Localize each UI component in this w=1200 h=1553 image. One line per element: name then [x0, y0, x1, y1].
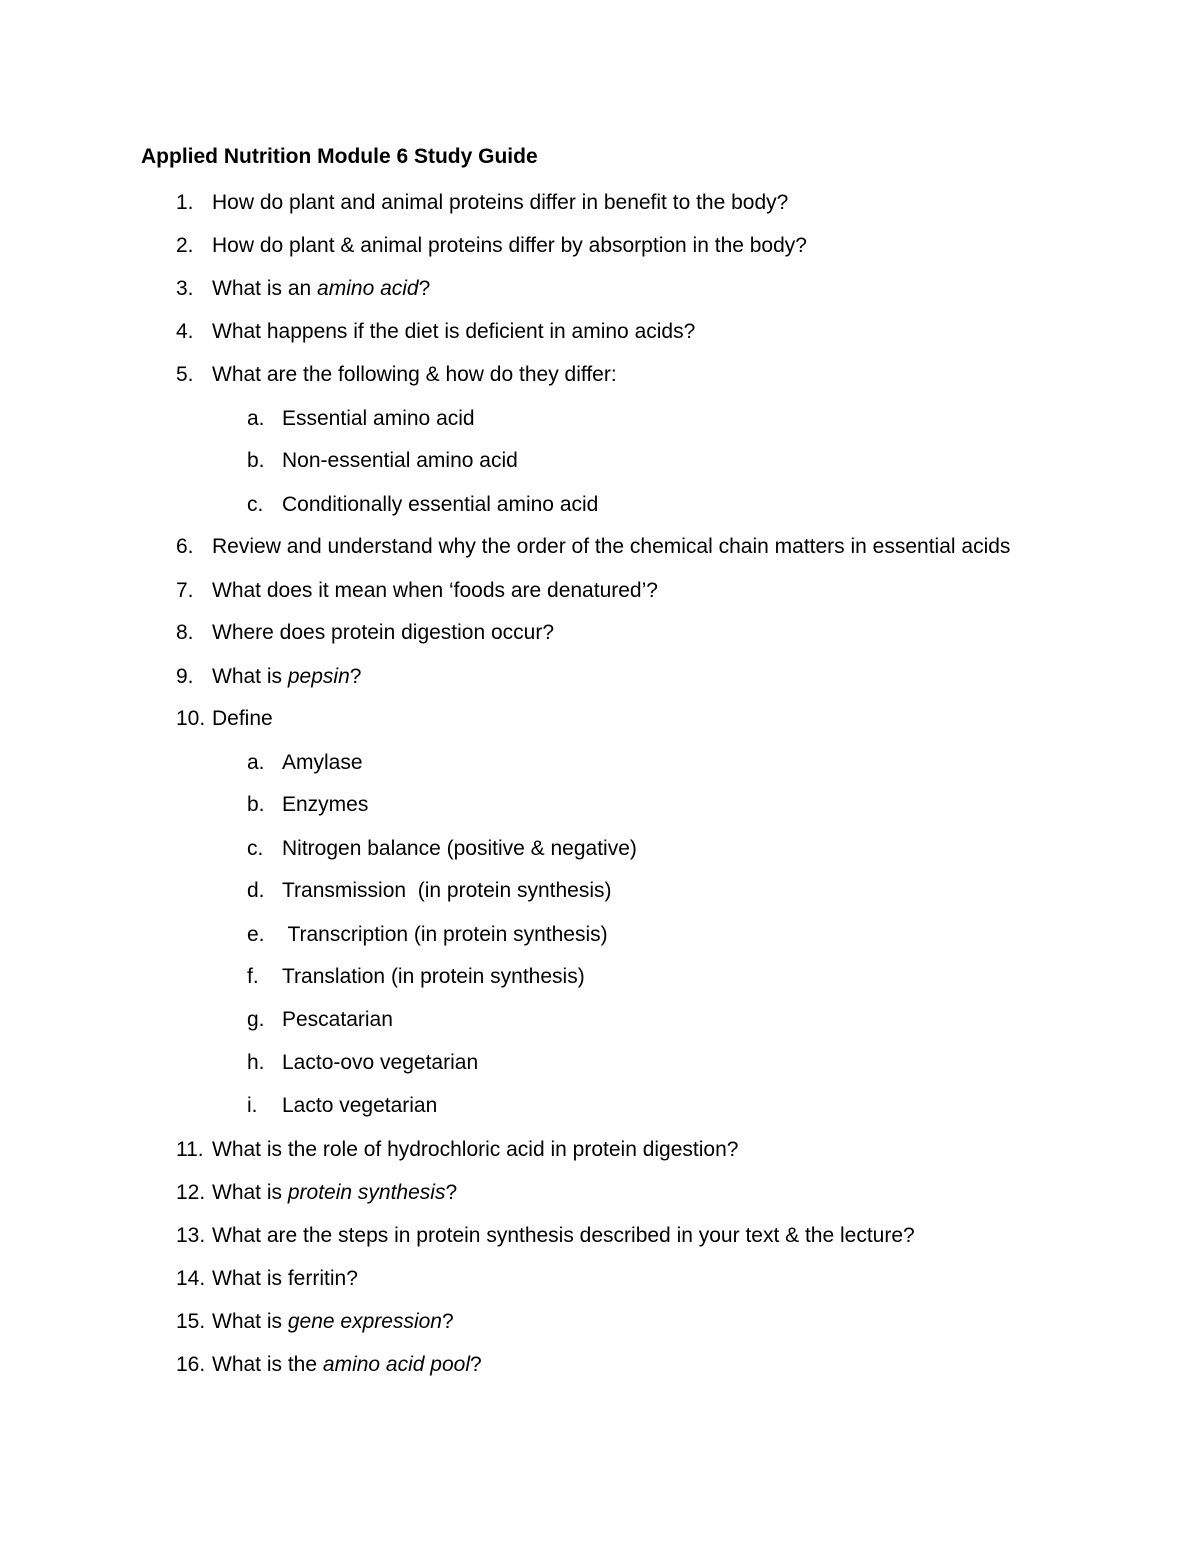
question-text: What does it mean when ‘foods are denatured’?: [212, 579, 658, 602]
question-number: 4.: [176, 320, 194, 343]
subitem-text: Essential amino acid: [282, 407, 475, 430]
question-number: 2.: [176, 234, 194, 257]
question-text: What is protein synthesis?: [212, 1181, 458, 1204]
question-number: 14.: [176, 1267, 206, 1290]
subitem-text: Enzymes: [282, 793, 369, 816]
subitem-text: Transcription (in protein synthesis): [282, 923, 608, 946]
subitem-letter: g.: [247, 1008, 265, 1031]
question-number: 9.: [176, 665, 194, 688]
subitem-text: Translation (in protein synthesis): [282, 965, 585, 988]
subitem-letter: b.: [247, 793, 265, 816]
italic-term: amino acid pool: [322, 1353, 470, 1376]
question-number: 1.: [176, 191, 194, 214]
subitem-text: Pescatarian: [282, 1008, 393, 1031]
question-text: How do plant & animal proteins differ by absorption in the body?: [212, 234, 807, 257]
subitem-text: Lacto-ovo vegetarian: [282, 1051, 479, 1074]
question-number: 10.: [176, 707, 206, 730]
italic-term: gene expression: [287, 1310, 442, 1333]
question-text: What is gene expression?: [212, 1310, 454, 1333]
subitem-text: Non-essential amino acid: [282, 449, 518, 472]
question-text: What is an amino acid?: [212, 277, 431, 300]
question-number: 7.: [176, 579, 194, 602]
subitem-letter: d.: [247, 879, 265, 902]
subitem-text: Amylase: [282, 751, 363, 774]
subitem-letter: a.: [247, 751, 265, 774]
subitem-letter: f.: [247, 965, 259, 988]
subitem-letter: c.: [247, 837, 264, 860]
subitem-letter: a.: [247, 407, 265, 430]
question-number: 12.: [176, 1181, 206, 1204]
italic-term: protein synthesis: [287, 1181, 446, 1204]
subitem-letter: e.: [247, 923, 265, 946]
subitem-text: Lacto vegetarian: [282, 1094, 438, 1117]
question-text: Where does protein digestion occur?: [212, 621, 555, 644]
question-number: 8.: [176, 621, 194, 644]
page-title: Applied Nutrition Module 6 Study Guide: [141, 145, 538, 168]
question-text: What is pepsin?: [212, 665, 362, 688]
subitem-text: Transmission (in protein synthesis): [282, 879, 612, 902]
subitem-text: Conditionally essential amino acid: [282, 493, 599, 516]
subitem-letter: c.: [247, 493, 264, 516]
question-number: 5.: [176, 363, 194, 386]
question-text: What are the following & how do they differ:: [212, 363, 617, 386]
subitem-text: Nitrogen balance (positive & negative): [282, 837, 637, 860]
question-text: What is the amino acid pool?: [212, 1353, 482, 1376]
question-text: What are the steps in protein synthesis described in your text & the lecture?: [212, 1224, 915, 1247]
question-text: What happens if the diet is deficient in amino acids?: [212, 320, 696, 343]
question-text: What is the role of hydrochloric acid in protein digestion?: [212, 1138, 739, 1161]
question-text: Define: [212, 707, 273, 730]
question-number: 6.: [176, 535, 194, 558]
question-number: 13.: [176, 1224, 206, 1247]
question-number: 3.: [176, 277, 194, 300]
italic-term: pepsin: [287, 665, 350, 688]
question-number: 15.: [176, 1310, 206, 1333]
subitem-letter: h.: [247, 1051, 265, 1074]
question-number: 16.: [176, 1353, 206, 1376]
question-text: How do plant and animal proteins differ in benefit to the body?: [212, 191, 789, 214]
subitem-letter: i.: [247, 1094, 258, 1117]
question-text: Review and understand why the order of the chemical chain matters in essential acids: [212, 535, 1011, 558]
subitem-letter: b.: [247, 449, 265, 472]
question-number: 11.: [176, 1138, 204, 1161]
italic-term: amino acid: [317, 277, 419, 300]
question-text: What is ferritin?: [212, 1267, 358, 1290]
